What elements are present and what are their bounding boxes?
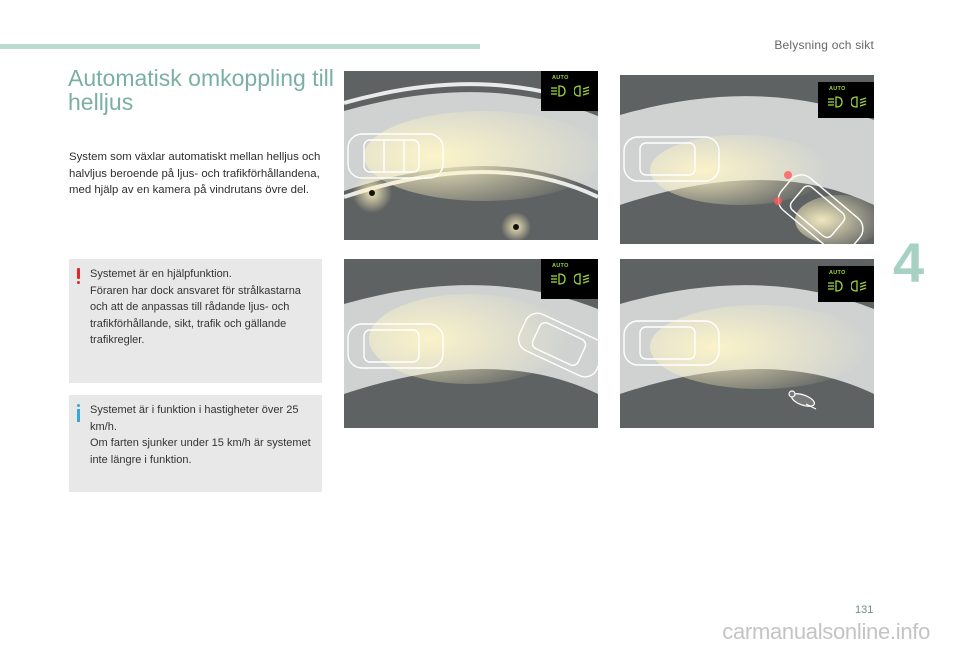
auto-label: AUTO [829, 86, 846, 92]
warning-box [69, 259, 322, 383]
info-box [69, 395, 322, 492]
high-beam-indicator-icon [827, 280, 843, 292]
pedestrian-icon [789, 391, 816, 409]
illustration-pedestrian [620, 259, 874, 428]
low-beam-indicator-icon [851, 280, 867, 292]
low-beam-indicator-icon [851, 96, 867, 108]
illustration-oncoming-car [620, 75, 874, 244]
auto-label: AUTO [829, 270, 846, 276]
illustration-high-beam [344, 71, 598, 240]
page-number: 131 [855, 604, 874, 616]
dashboard-indicator [818, 266, 874, 302]
illustration-preceding-car [344, 259, 598, 428]
info-text: Systemet är i funktion i hastigheter över 25 km/h. Om farten sjunker under 15 km/h är systemet inte längre i funktion. [90, 404, 311, 466]
warning-text: Systemet är en hjälpfunktion. Föraren har dock ansvaret för strålkastarna och att de anpassas till rådande ljus- och trafikförhållande, sikt, trafik och gällande trafikregler. [90, 268, 301, 346]
header-accent-bar [0, 44, 480, 49]
dashboard-indicator [541, 259, 598, 299]
high-beam-indicator-icon [827, 96, 843, 108]
dashboard-indicator [541, 71, 598, 111]
high-beam-indicator-icon [550, 85, 566, 97]
dashboard-indicator [818, 82, 874, 118]
exclamation-icon [77, 268, 81, 284]
low-beam-indicator-icon [574, 273, 590, 285]
chapter-number: 4 [893, 231, 925, 294]
section-title: Belysning och sikt [774, 38, 874, 52]
intro-paragraph: System som växlar automatiskt mellan helljus och halvljus beroende på ljus- och trafikförhållandena, med hjälp av en kamera på vindrutans övre del. [69, 151, 321, 196]
info-icon [77, 404, 81, 422]
auto-label: AUTO [552, 263, 569, 269]
watermark: carmanualsonline.info [722, 619, 930, 644]
page-title: Automatisk omkoppling till helljus [68, 65, 334, 115]
auto-label: AUTO [552, 75, 569, 81]
low-beam-indicator-icon [574, 85, 590, 97]
high-beam-indicator-icon [550, 273, 566, 285]
